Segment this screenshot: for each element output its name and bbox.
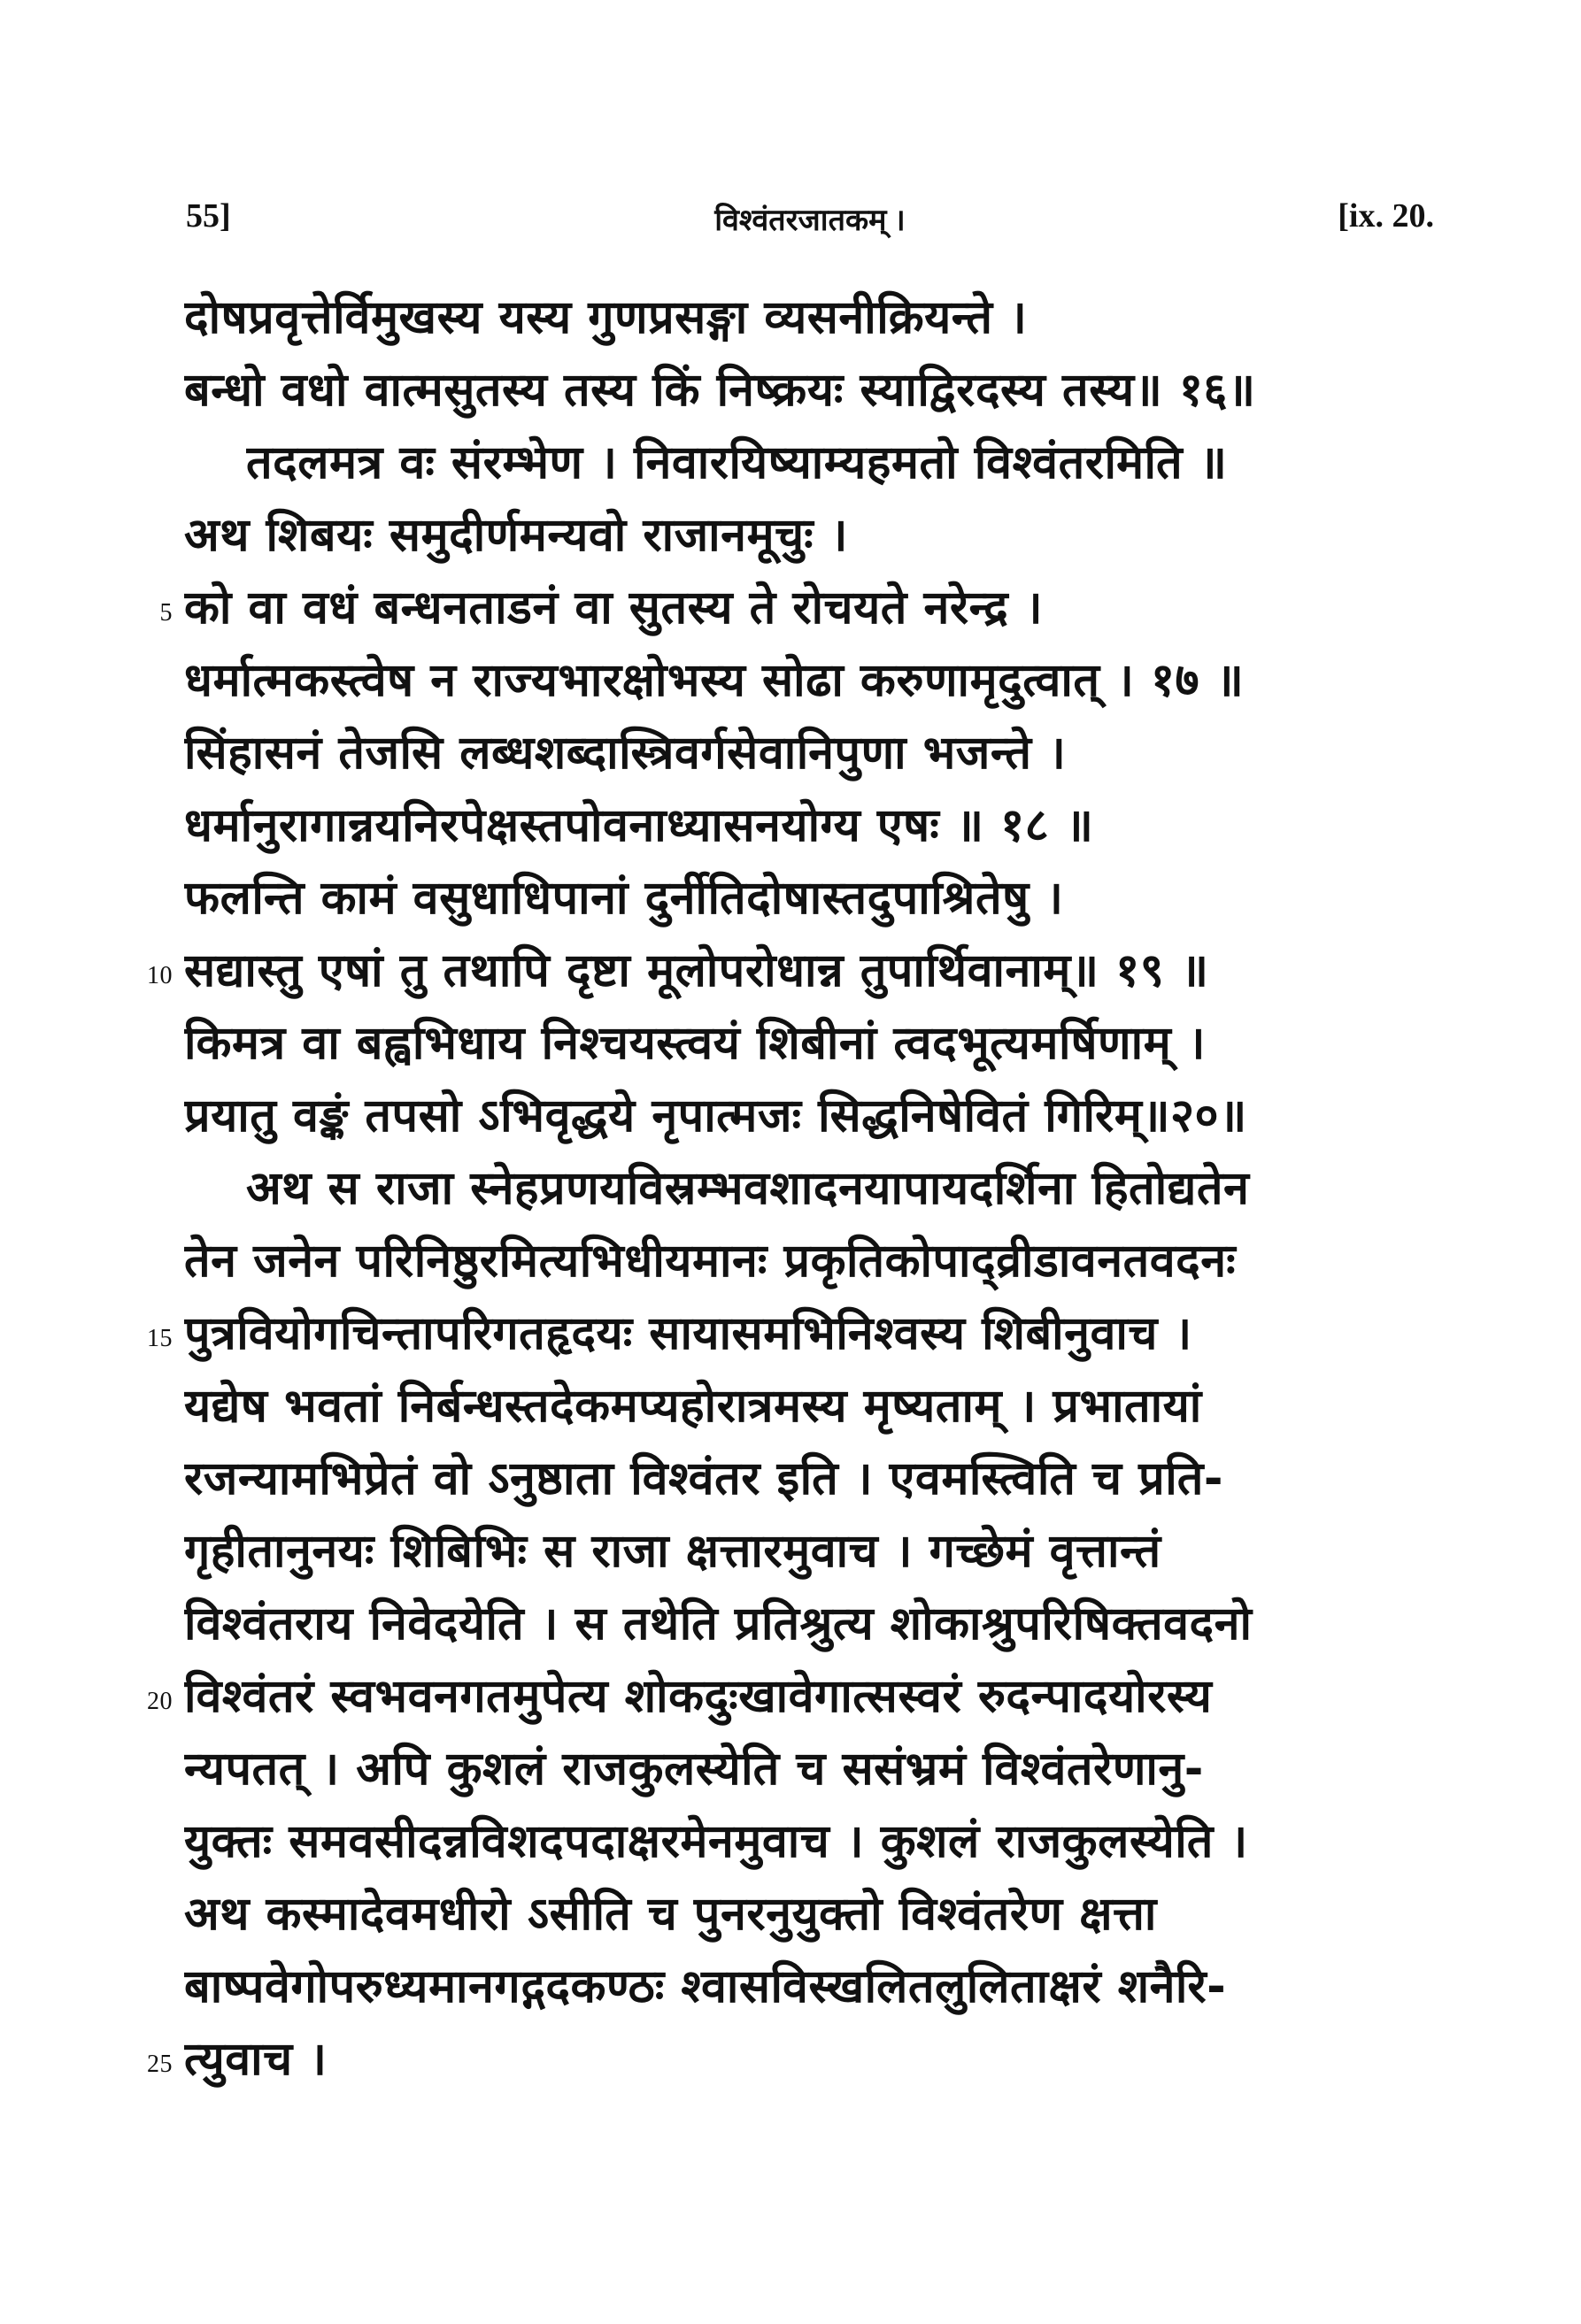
line-number: 25 [147, 2051, 173, 2078]
line-text: प्रयातु वङ्कं तपसो ऽभिवृद्धये नृपात्मजः सिद्धनिषेवितं गिरिम्॥२०॥ [184, 1089, 1247, 1143]
line-text: गृहीतानुनयः शिबिभिः स राजा क्षत्तारमुवाच । गच्छेमं वृत्तान्तं [184, 1525, 1161, 1578]
line-number: 10 [147, 962, 173, 989]
text-line [0, 1443, 1581, 1515]
text-line [0, 427, 1581, 499]
text-line [0, 2023, 1581, 2096]
text-line [0, 1660, 1581, 1733]
text-line [0, 281, 1581, 354]
text-line [0, 1733, 1581, 1805]
text-line [0, 1588, 1581, 1660]
line-text: फलन्ति कामं वसुधाधिपानां दुर्नीतिदोषास्तदुपाश्रितेषु । [184, 872, 1064, 925]
line-text: रजन्यामभिप्रेतं वो ऽनुष्ठाता विश्वंतर इति । एवमस्त्विति च प्रति- [184, 1452, 1223, 1505]
line-text: धर्मानुरागान्नयनिरपेक्षस्तपोवनाध्यासनयोग्य एषः ॥ १८ ॥ [184, 799, 1094, 852]
line-text: सद्यास्तु एषां तु तथापि दृष्टा मूलोपरोधान्न तुपार्थिवानाम्॥ १९ ॥ [184, 944, 1209, 997]
line-text: दोषप्रवृत्तेर्विमुखस्य यस्य गुणप्रसङ्गा व्यसनीक्रियन्ते । [184, 291, 1028, 344]
line-text: धर्मात्मकस्त्वेष न राज्यभारक्षोभस्य सोढा करुणामृदुत्वात् । १७ ॥ [184, 654, 1245, 707]
line-number: 20 [147, 1688, 173, 1715]
text-line [0, 935, 1581, 1007]
line-text: अथ स राजा स्नेहप्रणयविस्रम्भवशादनयापायदर्शिना हितोद्यतेन [246, 1162, 1250, 1215]
line-text: को वा वधं बन्धनताडनं वा सुतस्य ते रोचयते नरेन्द्र । [184, 581, 1044, 635]
line-text: तेन जनेन परिनिष्ठुरमित्यभिधीयमानः प्रकृतिकोपाद्व्रीडावनतवदनः [184, 1235, 1237, 1288]
line-text: पुत्रवियोगचिन्तापरिगतहृदयः सायासमभिनिश्वस्य शिबीनुवाच । [184, 1307, 1192, 1360]
line-text: सिंहासनं तेजसि लब्धशब्दास्त्रिवर्गसेवानिपुणा भजन्ते । [184, 727, 1067, 780]
line-text: तदलमत्र वः संरम्भेण । निवारयिष्याम्यहमतो विश्वंतरमिति ॥ [246, 436, 1228, 489]
text-line [0, 717, 1581, 789]
text-line [0, 572, 1581, 644]
line-text: विश्वंतरं स्वभवनगतमुपेत्य शोकदुःखावेगात्सस्वरं रुदन्पादयोरस्य [184, 1670, 1213, 1723]
text-line [0, 354, 1581, 427]
text-line [0, 1370, 1581, 1443]
text-line [0, 1225, 1581, 1297]
line-text: बन्धो वधो वात्मसुतस्य तस्य किं निष्क्रयः स्याद्विरदस्य तस्य॥ १६॥ [184, 364, 1256, 417]
line-text: यद्येष भवतां निर्बन्धस्तदेकमप्यहोरात्रमस्य मृष्यताम् । प्रभातायां [184, 1380, 1202, 1433]
line-text: अथ शिबयः समुदीर्णमन्यवो राजानमूचुः । [184, 509, 848, 562]
running-title: विश्वंतरजातकम् । [714, 204, 906, 237]
running-head [186, 196, 1434, 241]
line-number: 5 [159, 599, 173, 627]
text-line [0, 789, 1581, 862]
line-text: किमत्र वा बह्वभिधाय निश्चयस्त्वयं शिबीनां त्वदभूत्यमर्षिणाम् । [184, 1017, 1207, 1070]
text-line [0, 1152, 1581, 1225]
text-body [0, 281, 1581, 2096]
line-text: न्यपतत् । अपि कुशलं राजकुलस्येति च ससंभ्रमं विश्वंतरेणानु- [184, 1743, 1204, 1796]
text-line [0, 1805, 1581, 1878]
text-line [0, 1297, 1581, 1370]
text-line [0, 1878, 1581, 1951]
text-line [0, 1007, 1581, 1080]
line-text: अथ कस्मादेवमधीरो ऽसीति च पुनरनुयुक्तो विश्वंतरेण क्षत्ता [184, 1888, 1157, 1941]
text-line [0, 499, 1581, 572]
line-text: विश्वंतराय निवेदयेति । स तथेति प्रतिश्रुत्य शोकाश्रुपरिषिक्तवदनो [184, 1597, 1253, 1651]
text-line [0, 1951, 1581, 2023]
text-line [0, 862, 1581, 935]
line-number: 15 [147, 1325, 173, 1352]
line-text: युक्तः समवसीदन्नविशदपदाक्षरमेनमुवाच । कुशलं राजकुलस्येति । [184, 1815, 1248, 1868]
page-number: 55] [186, 197, 231, 235]
line-text: त्युवाच । [184, 2033, 328, 2086]
text-line [0, 1515, 1581, 1588]
section-reference: [ix. 20. [1338, 197, 1434, 235]
line-text: बाष्पवेगोपरुध्यमानगद्गदकण्ठः श्वासविस्खलितलुलिताक्षरं शनैरि- [184, 1960, 1227, 2013]
text-line [0, 644, 1581, 717]
text-line [0, 1080, 1581, 1152]
